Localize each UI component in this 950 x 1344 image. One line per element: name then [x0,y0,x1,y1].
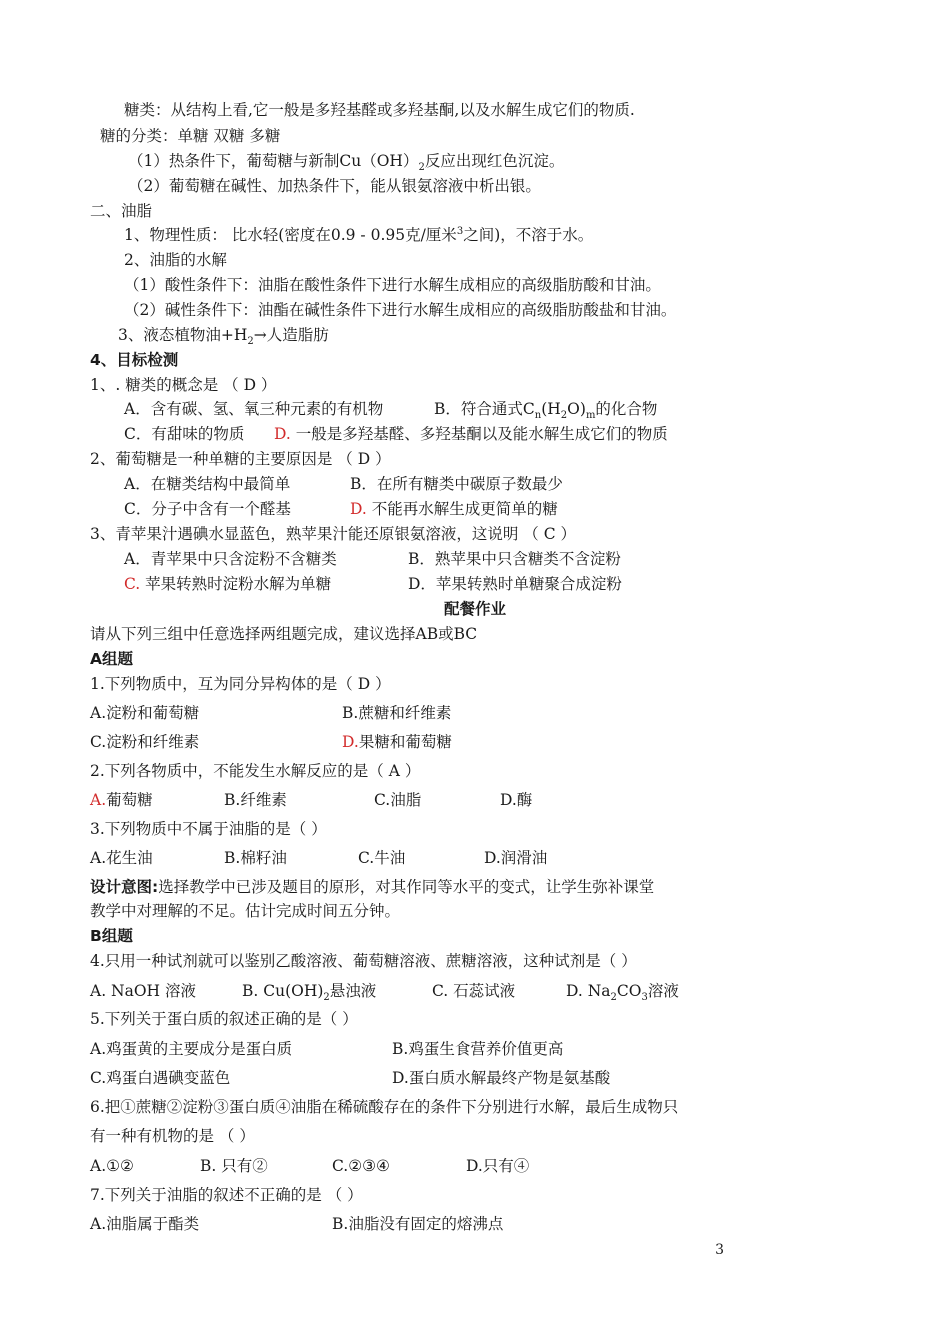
b5-option-b: B.鸡蛋生食营养价值更高 [392,1040,564,1058]
a-question-2: 2.下列各物质中，不能发生水解反应的是（ A ） [90,762,421,780]
b4-option-b: B. $Cu(OH)_2$悬浊液 [242,982,377,1004]
b-question-6-line-1: 6.把①蔗糖②淀粉③蛋白质④油脂在稀硫酸存在的条件下分别进行水解，最后生成物只 [90,1098,679,1116]
a3-option-c: C.牛油 [358,849,406,867]
sugar-classification: 糖的分类：单糖 双糖 多糖 [100,127,281,145]
page-number: 3 [715,1242,724,1258]
b7-option-a: A.油脂属于酯类 [90,1215,200,1233]
b6-option-d: D.只有④ [466,1157,530,1175]
design-intent-line-2: 教学中对理解的不足。估计完成时间五分钟。 [90,902,401,920]
a3-option-b: B.棉籽油 [224,849,287,867]
homework-heading: 配餐作业 [443,600,506,618]
b7-option-b: B.油脂没有固定的熔沸点 [332,1215,504,1233]
q1-option-d: D. 一般是多羟基醛、多羟基酮以及能水解生成它们的物质 [274,425,668,443]
a1-option-a: A.淀粉和葡萄糖 [90,704,200,722]
fat-acid-hydrolysis: （1）酸性条件下：油脂在酸性条件下进行水解生成相应的高级脂肪酸和甘油。 [124,276,661,294]
fat-physical-property: 1、物理性质： 比水轻(密度在0.9 - 0.95克/厘米$^3$之间)，不溶于水。 [124,225,594,244]
b6-option-c: C.②③④ [332,1157,390,1175]
b4-option-c: C. 石蕊试液 [432,982,516,1000]
question-1: 1、. 糖类的概念是 （ D ） [90,376,277,394]
target-test-heading: 4、目标检测 [90,351,179,369]
a-question-3: 3.下列物质中不属于油脂的是（ ） [90,820,327,838]
q1-option-a: A．含有碳、氢、氧三种元素的有机物 [124,400,384,418]
b-question-5: 5.下列关于蛋白质的叙述正确的是（ ） [90,1010,358,1028]
q2-option-a: A．在糖类结构中最简单 [124,475,291,493]
b4-option-d: D. $Na_2CO_3$溶液 [566,982,679,1004]
b-question-4: 4.只用一种试剂就可以鉴别乙酸溶液、葡萄糖溶液、蔗糖溶液，这种试剂是（ ） [90,952,637,970]
a-question-1: 1.下列物质中，互为同分异构体的是（ D ） [90,675,391,693]
a2-option-d: D.酶 [500,791,533,809]
b4-option-a: A. NaOH 溶液 [90,982,197,1000]
b-question-7: 7.下列关于油脂的叙述不正确的是 （ ） [90,1186,363,1204]
q1-option-b: B．符合通式$C_n(H_2O)_m$的化合物 [434,400,658,422]
a1-option-b: B.蔗糖和纤维素 [342,704,452,722]
sugar-definition: 糖类：从结构上看,它一般是多羟基醛或多羟基酮,以及水解生成它们的物质. [124,101,635,119]
a1-option-d: D.果糖和葡萄糖 [342,733,452,751]
b5-option-d: D.蛋白质水解最终产物是氨基酸 [392,1069,611,1087]
q2-option-b: B．在所有糖类中碳原子数最少 [350,475,563,493]
q2-option-c: C．分子中含有一个醛基 [124,500,291,518]
q3-option-b: B．熟苹果中只含糖类不含淀粉 [408,550,621,568]
question-3: 3、青苹果汁遇碘水显蓝色，熟苹果汁能还原银氨溶液，这说明 （ C ） [90,525,577,543]
glucose-property-1: （1）热条件下，葡萄糖与新制$Cu(OH)_2$反应出现红色沉淀。 [128,152,565,174]
a2-option-a: A.葡萄糖 [90,791,153,809]
q3-option-d: D．苹果转熟时单糖聚合成淀粉 [408,575,622,593]
glucose-property-2: （2）葡萄糖在碱性、加热条件下，能从银氨溶液中析出银。 [128,177,541,195]
b-question-6-line-2: 有一种有机物的是 （ ） [90,1127,255,1145]
a2-option-b: B.纤维素 [224,791,287,809]
fat-base-hydrolysis: （2）碱性条件下：油酯在碱性条件下进行水解生成相应的高级脂肪酸盐和甘油。 [124,301,677,319]
b6-option-a: A.①② [90,1157,134,1175]
homework-instruction: 请从下列三组中任意选择两组题完成，建议选择AB或BC [90,625,478,643]
a3-option-a: A.花生油 [90,849,153,867]
b6-option-b: B. 只有② [200,1157,268,1175]
fat-heading: 二、油脂 [90,202,153,220]
q3-option-c: C. 苹果转熟时淀粉水解为单糖 [124,575,332,593]
q3-option-a: A．青苹果中只含淀粉不含糖类 [124,550,337,568]
a3-option-d: D.润滑油 [484,849,548,867]
q1-option-c: C．有甜味的物质 [124,425,245,443]
q2-option-d: D. 不能再水解生成更简单的糖 [350,500,558,518]
a1-option-c: C.淀粉和纤维素 [90,733,200,751]
question-2: 2、葡萄糖是一种单糖的主要原因是 （ D ） [90,450,391,468]
b5-option-a: A.鸡蛋黄的主要成分是蛋白质 [90,1040,293,1058]
fat-hydrolysis-heading: 2、油脂的水解 [124,251,227,269]
group-b-heading: B组题 [90,927,133,945]
group-a-heading: A组题 [90,650,133,668]
a2-option-c: C.油脂 [374,791,422,809]
fat-hydrogenation: 3、液态植物油$+H_2\to$人造脂肪 [118,326,329,348]
design-intent-line-1: 设计意图:选择教学中已涉及题目的原形，对其作同等水平的变式，让学生弥补课堂 [90,878,655,896]
b5-option-c: C.鸡蛋白遇碘变蓝色 [90,1069,231,1087]
